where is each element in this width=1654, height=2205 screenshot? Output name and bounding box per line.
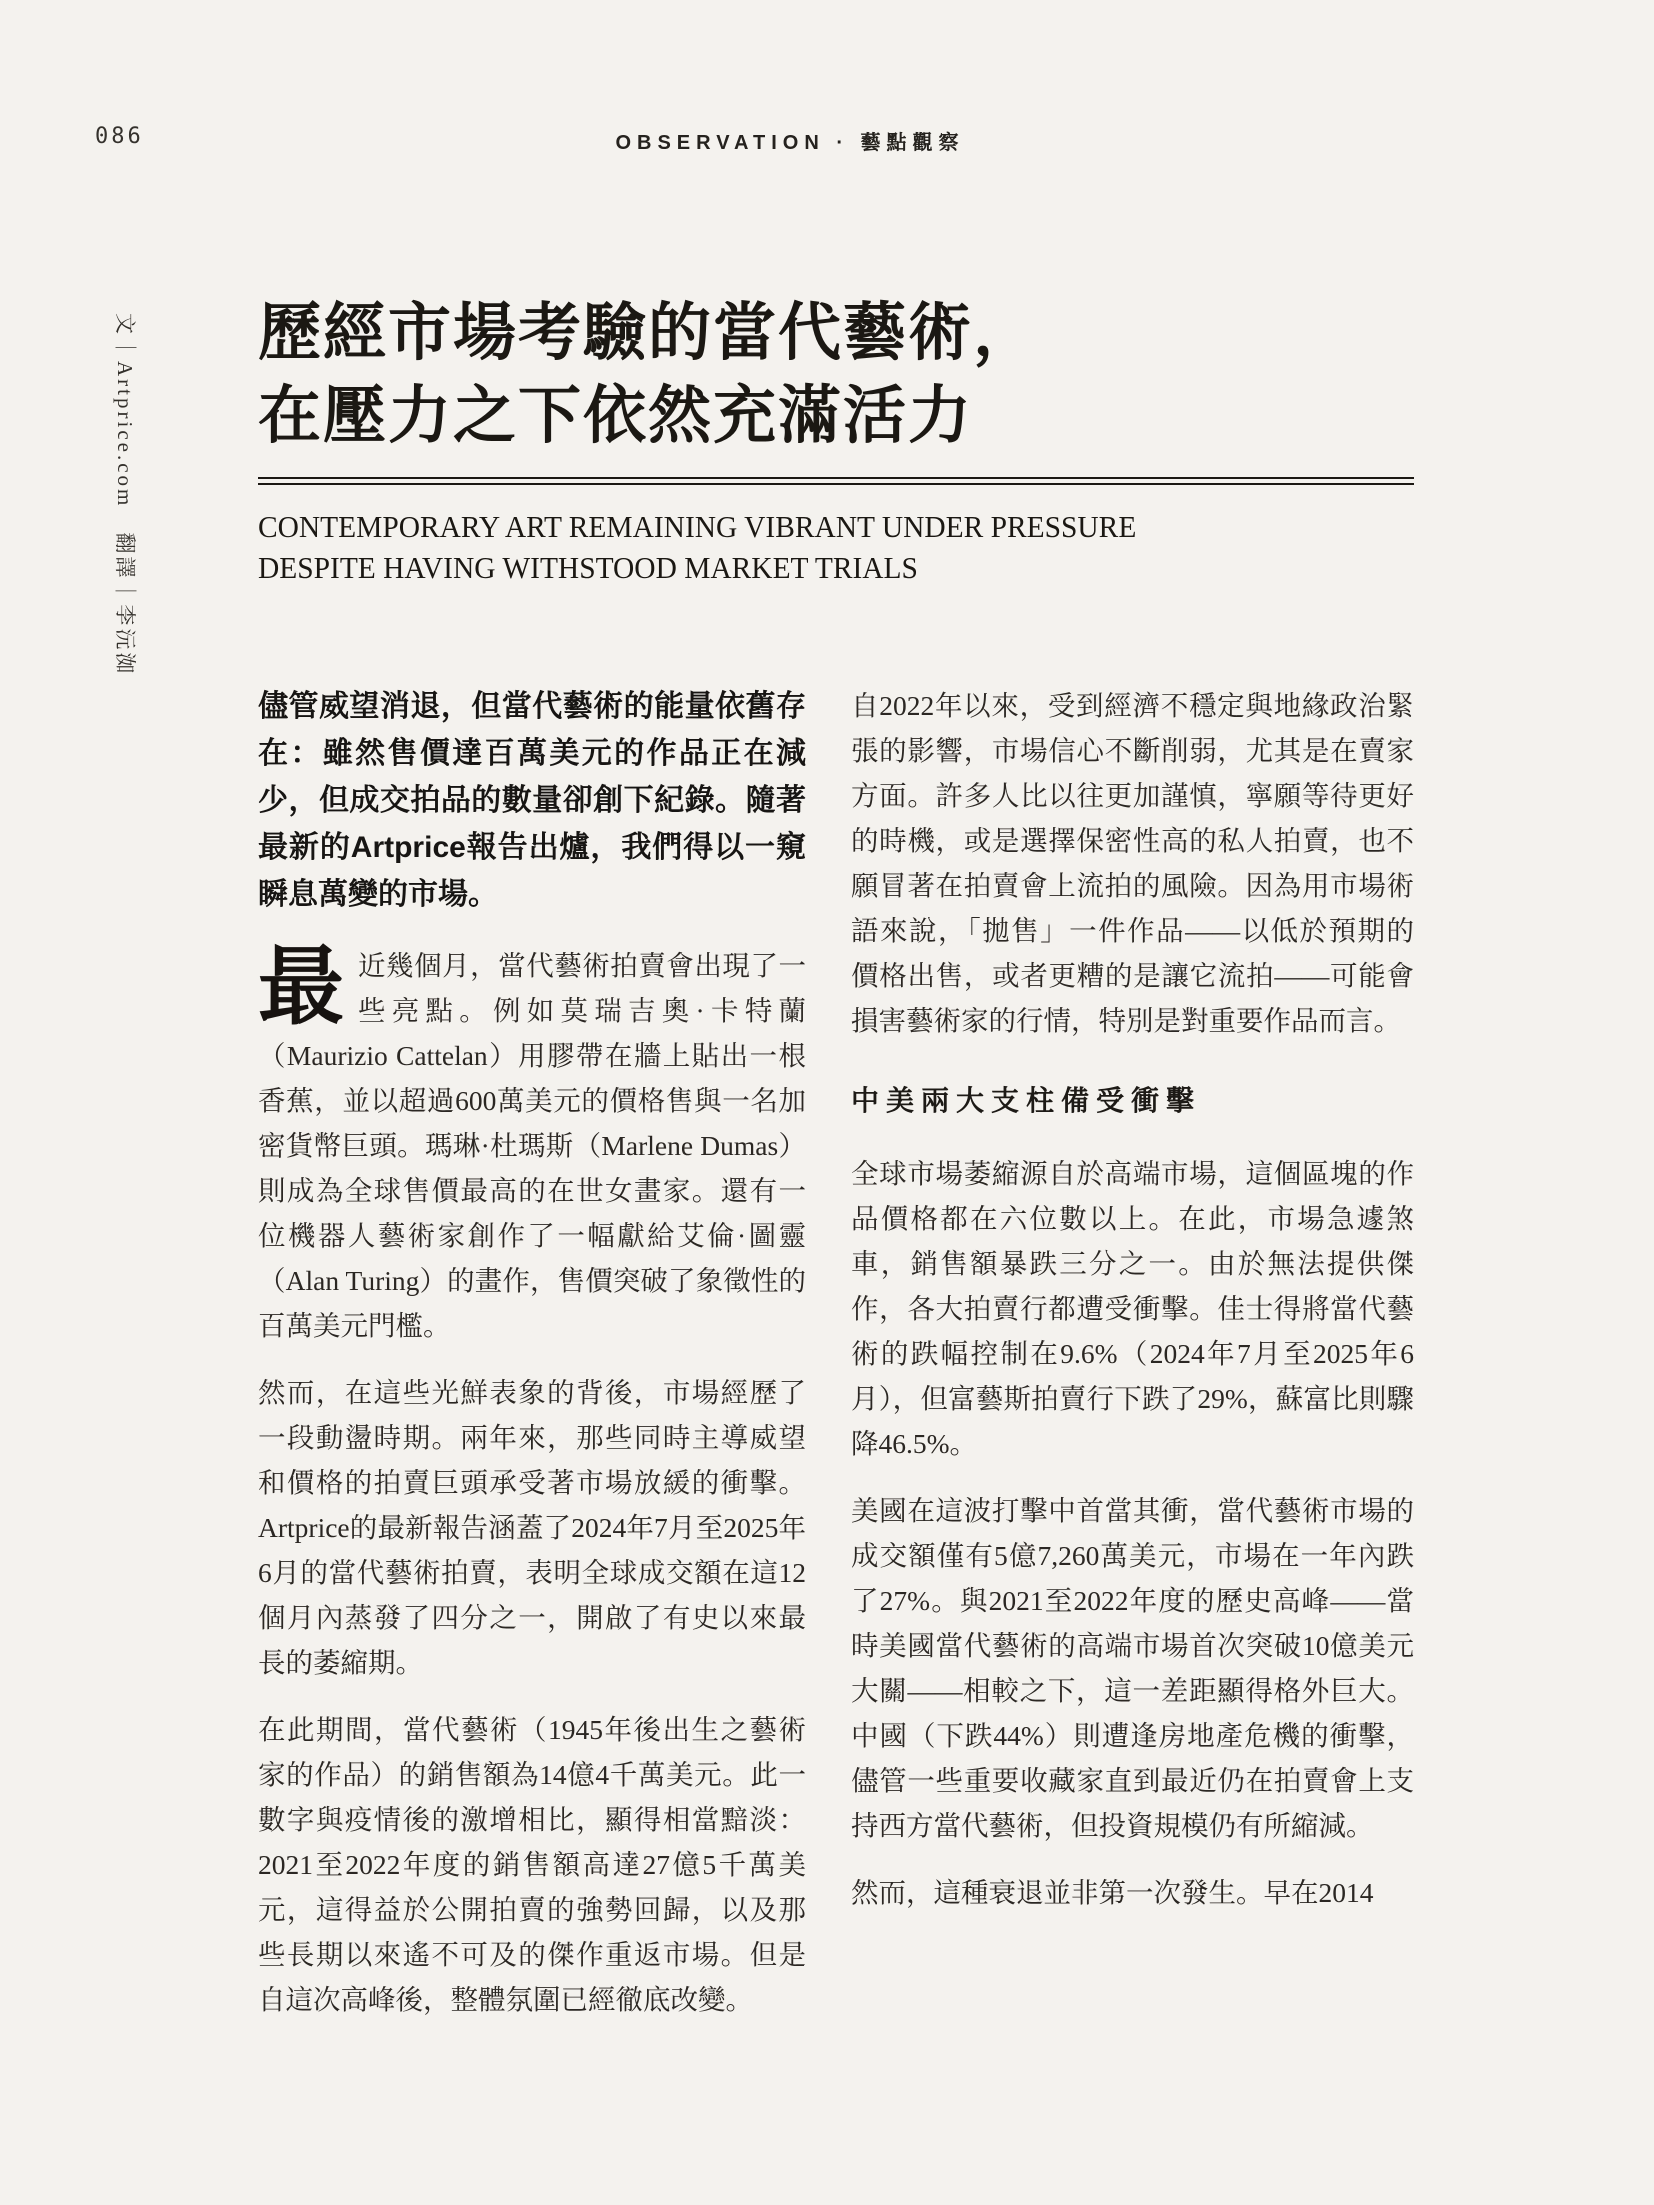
paragraph: 在此期間，當代藝術（1945年後出生之藝術家的作品）的銷售額為14億4千萬美元。此一數字與疫情後的激增相比，顯得相當黯淡：2021至2022年度的銷售額高達27億5千萬美元，這得益於公開拍賣的強勢回歸，以及那些長期以來遙不可及的傑作重返市場。但是自這次高峰後，整體氛圍已經徹底改變。 bbox=[258, 1714, 806, 2015]
paragraph: 自2022年以來，受到經濟不穩定與地緣政治緊張的影響，市場信心不斷削弱，尤其是在賣家方面。許多人比以往更加謹慎，寧願等待更好的時機，或是選擇保密性高的私人拍賣，也不願冒著在拍賣會上流拍的風險。因為用市場術語來說，「拋售」一件作品——以低於預期的價格出售，或者更糟的是讓它流拍——可能會損害藝術家的行情，特別是對重要作品而言。 bbox=[851, 690, 1414, 1036]
right-column bbox=[851, 683, 1414, 1937]
paragraph: 然而，在這些光鮮表象的背後，市場經歷了一段動盪時期。兩年來，那些同時主導威望和價格的拍賣巨頭承受著市場放緩的衝擊。Artprice的最新報告涵蓋了2024年7月至2025年6月的當代藝術拍賣，表明全球成交額在這12個月內蒸發了四分之一，開啟了有史以來最長的萎縮期。 bbox=[258, 1377, 806, 1678]
article-subtitle-line2: DESPITE HAVING WITHSTOOD MARKET TRIALS bbox=[258, 550, 918, 585]
section-subhead: 中美兩大支柱備受衝擊 bbox=[851, 1086, 1202, 1117]
article-subtitle-line1: CONTEMPORARY ART REMAINING VIBRANT UNDER PRESSURE bbox=[258, 509, 1137, 544]
left-column bbox=[258, 683, 806, 2044]
paragraph: 全球市場萎縮源自於高端市場，這個區塊的作品價格都在六位數以上。在此，市場急遽煞車，銷售額暴跌三分之一。由於無法提供傑作，各大拍賣行都遭受衝擊。佳士得將當代藝術的跌幅控制在9.6%（2024年7月至2025年6月），但富藝斯拍賣行下跌了29%，蘇富比則驟降46.5%。 bbox=[851, 1158, 1414, 1459]
section-header: OBSERVATION · 藝點觀察 bbox=[615, 132, 965, 154]
article-title bbox=[258, 292, 1414, 458]
lead-paragraph: 儘管威望消退，但當代藝術的能量依舊存在：雖然售價達百萬美元的作品正在減少，但成交拍品的數量卻創下紀錄。隨著最新的Artprice報告出爐，我們得以一窺瞬息萬變的市場。 bbox=[258, 690, 806, 911]
article-title-line1: 歷經市場考驗的當代藝術， bbox=[258, 298, 1038, 368]
article-title-line2: 在壓力之下依然充滿活力 bbox=[258, 381, 973, 451]
drop-cap: 最 bbox=[258, 939, 344, 1035]
paragraph: 然而，這種衰退並非第一次發生。早在2014 bbox=[851, 1877, 1374, 1908]
page-number: 086 bbox=[95, 124, 144, 149]
byline-vertical: 文｜Artprice.com 翻譯｜李沅洳 bbox=[113, 313, 137, 677]
paragraph: 美國在這波打擊中首當其衝，當代藝術市場的成交額僅有5億7,260萬美元，市場在一年內跌了27%。與2021至2022年度的歷史高峰——當時美國當代藝術的高端市場首次突破10億美元大關——相較之下，這一差距顯得格外巨大。中國（下跌44%）則遭逢房地產危機的衝擊，儘管一些重要收藏家直到最近仍在拍賣會上支持西方當代藝術，但投資規模仍有所縮減。 bbox=[851, 1495, 1414, 1841]
paragraph-text: 近幾個月，當代藝術拍賣會出現了一些亮點。例如莫瑞吉奧·卡特蘭（Maurizio Cattelan）用膠帶在牆上貼出一根香蕉，並以超過600萬美元的價格售與一名加密貨幣巨頭。瑪琳·杜瑪斯（Marlene Dumas）則成為全球售價最高的在世女畫家。還有一位機器人藝術家創作了一幅獻給艾倫·圖靈（Alan Turing）的畫作，售價突破了象徵性的百萬美元門檻。 bbox=[258, 950, 806, 1341]
title-divider bbox=[258, 477, 1414, 485]
paragraph bbox=[258, 939, 806, 1348]
article-subtitle bbox=[258, 506, 1398, 588]
